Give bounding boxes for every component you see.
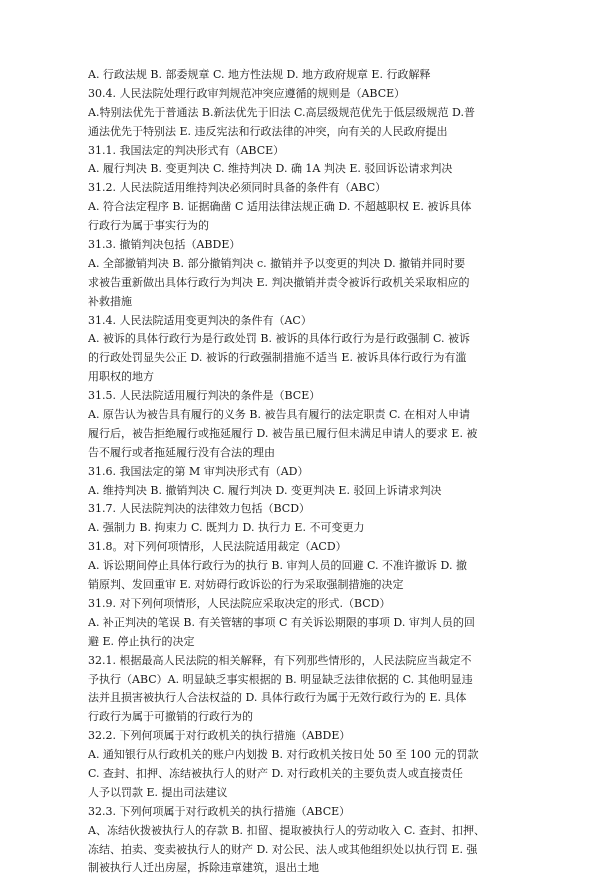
text-line: 行政行为属于事实行为的 xyxy=(88,219,209,233)
document-page xyxy=(88,66,516,878)
text-line: 的行政处罚显失公正 D. 被诉的行政强制措施不适当 E. 被诉具体行政行为有滥 xyxy=(88,351,467,365)
question-heading: 31.4. 人民法院适用变更判决的条件有（AC） xyxy=(88,313,312,327)
text-line: A. 原告认为被告具有履行的义务 B. 被告具有履行的法定职责 C. 在相对人申请 xyxy=(88,408,471,422)
text-line: A. 强制力 B. 拘束力 C. 既判力 D. 执行力 E. 不可变更力 xyxy=(88,521,365,535)
question-heading: 32.1. 根据最高人民法院的相关解释，有下列那些情形的，人民法院应当裁定不 xyxy=(88,653,472,667)
text-line: A. 补正判决的笔误 B. 有关管辖的事项 C 有关诉讼期限的事项 D. 审判人员的回 xyxy=(88,615,475,629)
question-heading: 31.3. 撤销判决包括（ABDE） xyxy=(88,238,241,252)
question-heading: 32.3. 下列何项属于对行政机关的执行措施（ABCE） xyxy=(88,804,351,818)
text-line: 人予以罚款 E. 提出司法建议 xyxy=(88,785,228,799)
text-line: A. 行政法规 B. 部委规章 C. 地方性法规 D. 地方政府规章 E. 行政解释 xyxy=(88,68,431,81)
text-line: A. 履行判决 B. 变更判决 C. 维持判决 D. 确 1A 判决 E. 驳回诉讼请求判决 xyxy=(88,162,453,176)
question-heading: 31.1. 我国法定的判决形式有（ABCE） xyxy=(88,143,285,157)
text-line: 求被告重新做出具体行政行为判决 E. 判决撤销并责令被诉行政机关采取相应的 xyxy=(88,275,470,289)
text-line: 履行后，被告拒绝履行或拖延履行 D. 被告虽已履行但未满足申请人的要求 E. 被 xyxy=(88,426,478,440)
question-heading: 31.7. 人民法院判决的法律效力包括（BCD） xyxy=(88,502,311,516)
text-line: 制被执行人迁出房屋，拆除违章建筑，退出土地 xyxy=(88,861,319,875)
text-line: A、冻结伙拨被执行人的存款 B. 扣留、提取被执行人的劳动收入 C. 查封、扣押、 xyxy=(88,823,486,837)
text-line: C. 查封、扣押、冻结被执行人的财产 D. 对行政机关的主要负责人或直接责任 xyxy=(88,766,463,780)
text-line: 用职权的地方 xyxy=(88,370,154,384)
question-heading: 31.6. 我国法定的第 M 审判决形式有（AD） xyxy=(88,464,309,478)
question-heading: 31.2. 人民法院适用维持判决必须同时具备的条件有（ABC） xyxy=(88,181,387,195)
question-heading: 30.4. 人民法院处理行政审判规范冲突应遵循的规则是（ABCE） xyxy=(88,86,406,100)
text-line: A. 通知银行从行政机关的账户内划拨 B. 对行政机关按日处 50 至 100 元的罚款 xyxy=(88,748,479,762)
question-heading: 31.8。对下列何项情形，人民法院适用裁定（ACD） xyxy=(88,540,347,554)
text-line: 冻结、拍卖、变卖被执行人的财产 D. 对公民、法人或其他组织处以执行罚 E. 强 xyxy=(88,842,478,856)
text-line: A. 维持判决 B. 撤销判决 C. 履行判决 D. 变更判决 E. 驳回上诉请求判决 xyxy=(88,483,442,497)
question-heading: 32.2. 下列何项属于对行政机关的执行措施（ABDE） xyxy=(88,729,351,743)
text-line: 销原判、发回重审 E. 对妨碍行政诉讼的行为采取强制措施的决定 xyxy=(88,578,404,592)
text-line: 告不履行或者拖延履行没有合法的理由 xyxy=(88,445,275,459)
text-line: A. 全部撤销判决 B. 部分撤销判决 c. 撤销并予以变更的判决 D. 撤销并同时要 xyxy=(88,256,466,270)
text-line: A. 诉讼期间停止具体行政行为的执行 B. 审判人员的回避 C. 不准许撤诉 D. 撤 xyxy=(88,559,467,573)
text-line: A. 被诉的具体行政行为是行政处罚 B. 被诉的具体行政行为是行政强制 C. 被诉 xyxy=(88,332,471,346)
question-heading: 31.5. 人民法院适用履行判决的条件是（BCE） xyxy=(88,389,321,403)
text-line: 法并且损害被执行人合法权益的 D. 具体行政行为属于无效行政行为的 E. 具体 xyxy=(88,691,467,705)
text-line: 补救措施 xyxy=(88,294,132,308)
text-line: 予执行（ABC）A. 明显缺乏事实根据的 B. 明显缺乏法律依据的 C. 其他明显违 xyxy=(88,672,473,686)
text-line: A.特别法优先于普通法 B.新法优先于旧法 C.高层级规范优先于低层级规范 D.普 xyxy=(88,105,475,119)
question-heading: 31.9. 对下列何项情形，人民法院应采取决定的形式.（BCD） xyxy=(88,596,391,610)
text-line: A. 符合法定程序 B. 证据确凿 C 适用法律法规正确 D. 不超越职权 E. 被诉具体 xyxy=(88,200,472,214)
text-line: 行政行为属于可撤销的行政行为的 xyxy=(88,710,253,724)
text-line: 避 E. 停止执行的决定 xyxy=(88,634,195,648)
text-line: 通法优先于特别法 E. 违反宪法和行政法律的冲突，向有关的人民政府提出 xyxy=(88,124,448,138)
